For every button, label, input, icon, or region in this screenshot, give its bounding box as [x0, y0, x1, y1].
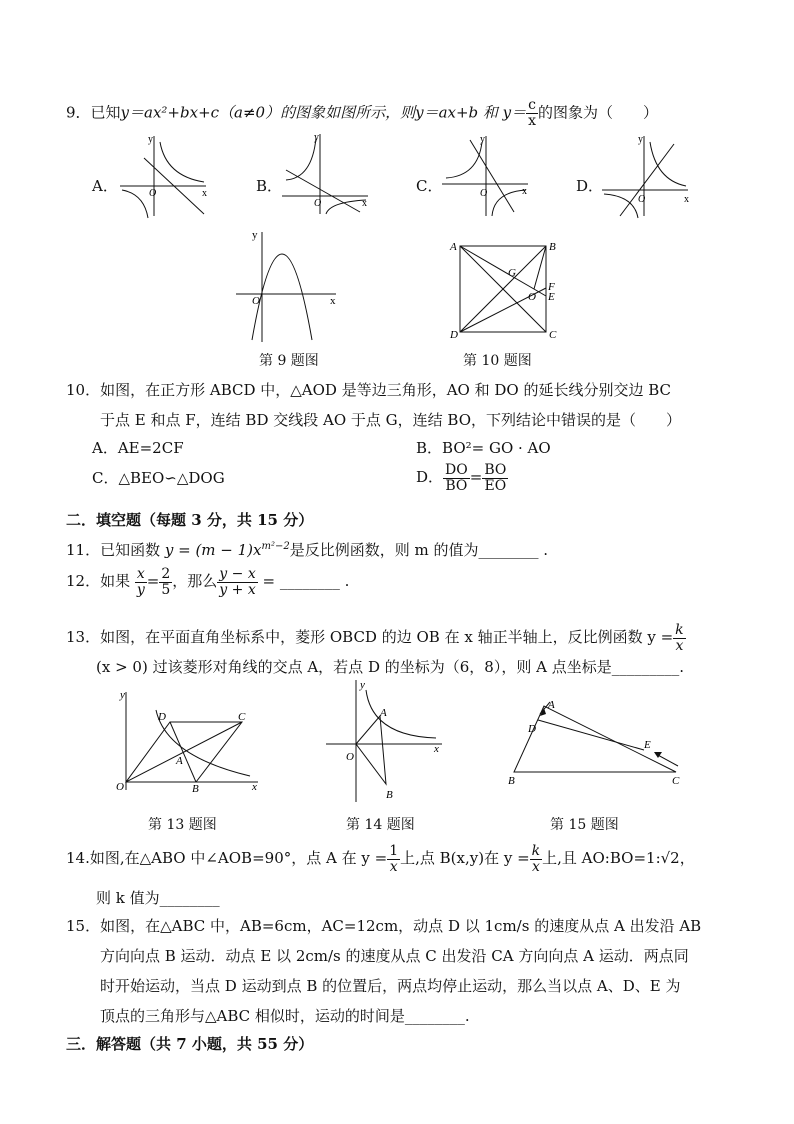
q15-line4: 顶点的三角形与△ABC 相似时，运动的时间是________. [100, 1007, 470, 1025]
svg-text:C: C [238, 711, 246, 723]
axis-y-label: y [148, 134, 153, 145]
section-solutions: 三．解答题（共 7 小题，共 55 分） [66, 1035, 314, 1053]
svg-text:y: y [480, 134, 485, 145]
svg-text:y: y [120, 689, 125, 701]
svg-text:F: F [548, 281, 555, 293]
q9-graph-a [118, 130, 210, 220]
q9-graph-d [600, 130, 692, 220]
origin-label: O [149, 188, 157, 199]
fig10-square [446, 240, 566, 340]
q9-stem: 9．已知y＝ax²+bx+c（a≠0）的图象如图所示，则y＝ax+b 和 y＝ $\frac{c}{x}$ 的图象为（ ） [66, 97, 659, 129]
svg-text:O: O [346, 751, 354, 763]
svg-text:x: x [252, 781, 257, 793]
svg-text:A: A [450, 241, 457, 253]
q9-graph-b [280, 128, 372, 218]
q10-option-c: C．△BEO∽△DOG [92, 469, 225, 487]
q9-graph-c [440, 130, 532, 220]
q13-line2: (x > 0) 过该菱形对角线的交点 A，若点 D 的坐标为（6，8），则 A 点坐标是_________. [96, 658, 684, 676]
fig14-triangle [324, 676, 444, 806]
svg-text:A: A [176, 755, 183, 767]
q10-line1: 10．如图，在正方形 ABCD 中，△AOD 是等边三角形，AO 和 DO 的延长线分别交边 BC [66, 381, 672, 399]
svg-text:A: A [548, 699, 555, 711]
q14-line1: 14.如图,在△ABO 中∠AOB=90°，点 A 在 y = $\frac{1}{x}$ 上,点 B(x,y)在 y = $\frac{k}{x}$ 上,且 AO:BO=1:√2， [66, 842, 695, 875]
svg-text:O: O [480, 188, 488, 199]
section-fill-in: 二．填空题（每题 3 分，共 15 分） [66, 511, 314, 529]
svg-text:C: C [672, 775, 680, 787]
svg-text:D: D [158, 711, 166, 723]
fig14-caption: 第 14 题图 [346, 817, 415, 833]
q14-line2: 则 k 值为________ [96, 889, 220, 907]
q15-line2: 方向向点 B 运动．动点 E 以 2cm/s 的速度从点 C 出发沿 CA 方向向点 A 运动．两点同 [100, 947, 689, 965]
svg-text:O: O [116, 781, 124, 793]
svg-text:O: O [638, 194, 646, 205]
svg-text:B: B [549, 241, 556, 253]
fig9-caption: 第 9 题图 [259, 353, 319, 369]
fig13-rhombus [112, 686, 262, 796]
svg-text:B: B [386, 789, 393, 801]
svg-text:x: x [522, 186, 527, 197]
fig9-parabola [232, 226, 344, 346]
q9-option-a: A． [92, 177, 118, 195]
q15-line3: 时开始运动，当点 D 运动到点 B 的位置后，两点均停止运动，那么当以点 A、D、E 为 [100, 977, 681, 995]
svg-text:y: y [252, 229, 258, 241]
svg-text:O: O [252, 295, 260, 307]
svg-text:x: x [684, 194, 689, 205]
svg-text:E: E [548, 291, 555, 303]
q9-option-c: C． [416, 177, 443, 195]
svg-text:D: D [528, 723, 536, 735]
q15-line1: 15．如图，在△ABC 中，AB=6cm，AC=12cm，动点 D 以 1cm/s 的速度从点 A 出发沿 AB [66, 917, 702, 935]
fig13-caption: 第 13 题图 [148, 817, 217, 833]
svg-text:C: C [549, 329, 557, 340]
svg-text:E: E [644, 739, 651, 751]
svg-text:x: x [434, 743, 439, 755]
q10-option-b: B．BO²= GO · AO [416, 439, 551, 457]
svg-text:D: D [450, 329, 458, 340]
svg-text:B: B [508, 775, 515, 787]
svg-text:G: G [508, 267, 516, 279]
q12: 12．如果 $\frac{x}{y}$ = $\frac{2}{5}$ ，那么 $\frac{y - x}{y + x}$ = ________ . [66, 565, 350, 598]
svg-text:x: x [330, 295, 336, 307]
q9-fraction: $\frac{c}{x}$ [528, 97, 537, 129]
q10-option-d: D． $\frac{DO}{BO}$ = $\frac{BO}{EO}$ [416, 461, 507, 494]
q13-line1: 13．如图，在平面直角坐标系中，菱形 OBCD 的边 OB 在 x 轴正半轴上，反比例函数 y = $\frac{k}{x}$ [66, 621, 684, 654]
q10-option-a: A．AE=2CF [92, 439, 184, 457]
svg-text:y: y [638, 134, 643, 145]
q9-option-d: D． [576, 177, 604, 195]
svg-text:A: A [380, 707, 387, 719]
svg-text:y: y [314, 132, 319, 143]
q10-line2: 于点 E 和点 F，连结 BD 交线段 AO 于点 G，连结 BO，下列结论中错误的是（ ） [100, 411, 682, 429]
svg-text:x: x [362, 198, 367, 209]
svg-text:B: B [192, 783, 199, 795]
axis-x-label: x [202, 188, 207, 199]
svg-text:O: O [314, 198, 322, 209]
svg-text:y: y [360, 679, 365, 691]
fig10-caption: 第 10 题图 [463, 353, 532, 369]
svg-text:O: O [528, 291, 536, 303]
fig15-triangle [504, 696, 694, 792]
q11: 11．已知函数 $y = (m - 1)x^{m^2-2}$是反比例函数，则 m 的值为________ . [66, 541, 549, 559]
fig15-caption: 第 15 题图 [550, 817, 619, 833]
q9-option-b: B． [256, 177, 283, 195]
